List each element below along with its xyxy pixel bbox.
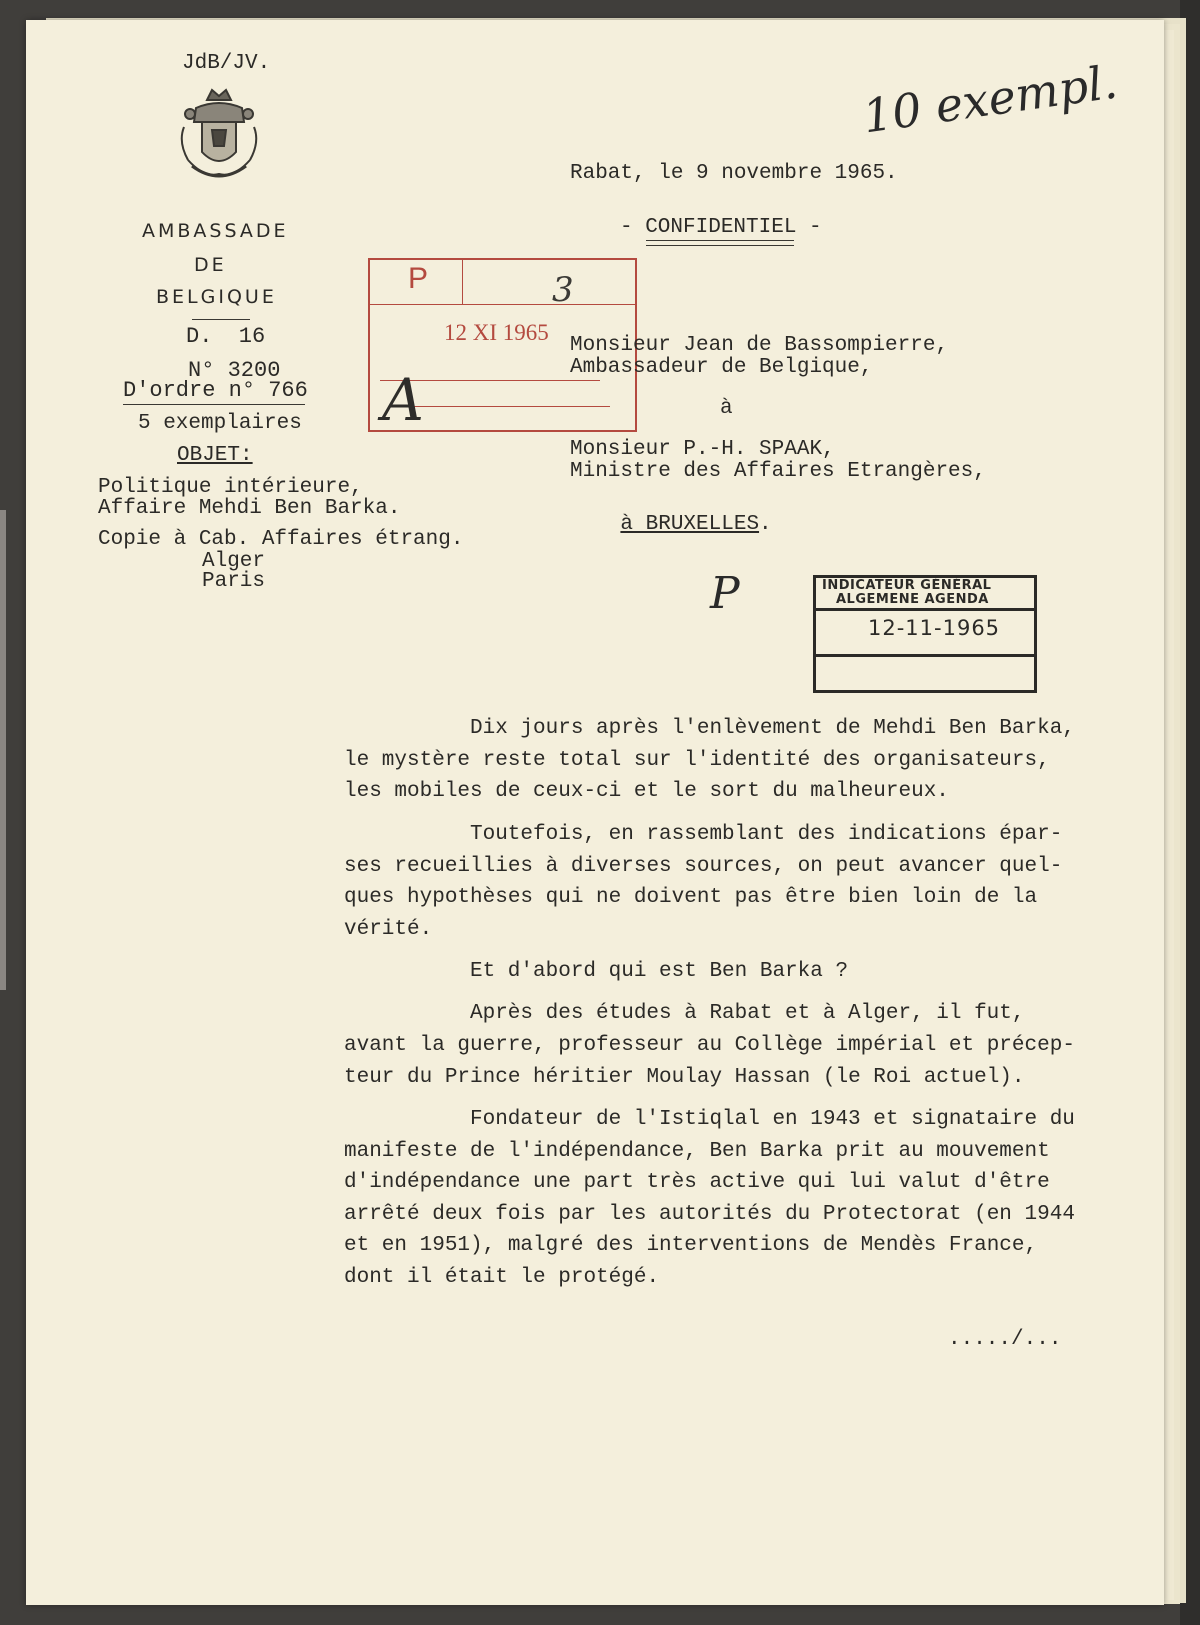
index-stamp-subtitle: ALGEMENE AGENDA: [836, 592, 989, 607]
sender-title: Ambassadeur de Belgique,: [570, 356, 873, 379]
subject-label: OBJET:: [177, 444, 253, 467]
handwritten-note: 10 exempl.: [859, 54, 1121, 144]
classification-underline: [646, 240, 794, 246]
body-line: Dix jours après l'enlèvement de Mehdi Ben Barka,: [470, 717, 1075, 740]
subject-line: Politique intérieure,: [98, 476, 363, 499]
body-line: et en 1951), malgré des interventions de Mendès France,: [344, 1234, 1038, 1257]
copy-recipient: Alger: [202, 550, 266, 573]
reference-initials: JdB/JV.: [182, 52, 271, 75]
body-line: manifeste de l'indépendance, Ben Barka prit au mouvement: [344, 1140, 1050, 1163]
sender-name: Monsieur Jean de Bassompierre,: [570, 334, 949, 357]
body-line: vérité.: [344, 918, 433, 941]
body-line: teur du Prince héritier Moulay Hassan (le Roi actuel).: [344, 1066, 1025, 1089]
recipient-city-period: .: [759, 513, 772, 536]
edge-mark: [0, 510, 6, 990]
department-code: D. 16: [186, 324, 266, 349]
index-stamp-date: 12-11-1965: [868, 616, 1001, 640]
body-line: les mobiles de ceux-ci et le sort du malheureux.: [344, 780, 949, 803]
body-line: Après des études à Rabat et à Alger, il fut,: [470, 1002, 1025, 1025]
order-number: D'ordre n° 766: [123, 378, 308, 403]
recipient-title: Ministre des Affaires Etrangères,: [570, 460, 986, 483]
body-line: Et d'abord qui est Ben Barka ?: [470, 960, 849, 983]
stamp-cell-a: P: [408, 262, 429, 295]
place-and-date: Rabat, le 9 novembre 1965.: [570, 162, 898, 185]
recipient-name: Monsieur P.-H. SPAAK,: [570, 438, 835, 461]
continuation-mark: ...../...: [948, 1328, 1062, 1351]
body-line: avant la guerre, professeur au Collège impérial et précep-: [344, 1034, 1075, 1057]
handwritten-initial: P: [710, 568, 740, 619]
body-line: Toutefois, en rassemblant des indications épar-: [470, 823, 1063, 846]
copy-recipient: Paris: [202, 570, 266, 593]
divider: [192, 319, 250, 320]
recipient-city: à BRUXELLES: [620, 513, 760, 536]
letter-page: [26, 20, 1164, 1605]
body-line: arrêté deux fois par les autorités du Protectorat (en 1944: [344, 1203, 1075, 1226]
stamp-date: 12 XI 1965: [444, 320, 549, 345]
index-stamp: [813, 575, 1037, 693]
stamp-cell-b: 3: [552, 270, 574, 310]
copy-recipients: Copie à Cab. Affaires étrang.: [98, 528, 464, 551]
body-line: dont il était le protégé.: [344, 1266, 660, 1289]
stamp-handmark: A: [382, 366, 424, 434]
belgian-coat-of-arms-icon: [174, 82, 264, 192]
subject-line: Affaire Mehdi Ben Barka.: [98, 497, 401, 520]
body-line: le mystère reste total sur l'identité des organisateurs,: [344, 749, 1050, 772]
embassy-name-line1: AMBASSADE: [142, 220, 289, 242]
embassy-name-line2: DE: [194, 254, 227, 276]
divider: [123, 404, 305, 405]
classification: - CONFIDENTIEL -: [620, 216, 822, 239]
copies-count: 5 exemplaires: [138, 412, 302, 435]
embassy-name-line3: BELGIQUE: [156, 286, 277, 308]
to-word: à: [720, 397, 733, 420]
body-line: Fondateur de l'Istiqlal en 1943 et signataire du: [470, 1108, 1075, 1131]
body-line: d'indépendance une part très active qui lui valut d'être: [344, 1171, 1050, 1194]
letter-number: N° 3200: [188, 358, 281, 383]
body-line: ses recueillies à diverses sources, on peut avancer quel-: [344, 855, 1063, 878]
index-stamp-title: INDICATEUR GÉNÉRAL: [822, 578, 992, 593]
body-line: ques hypothèses qui ne doivent pas être bien loin de la: [344, 886, 1038, 909]
